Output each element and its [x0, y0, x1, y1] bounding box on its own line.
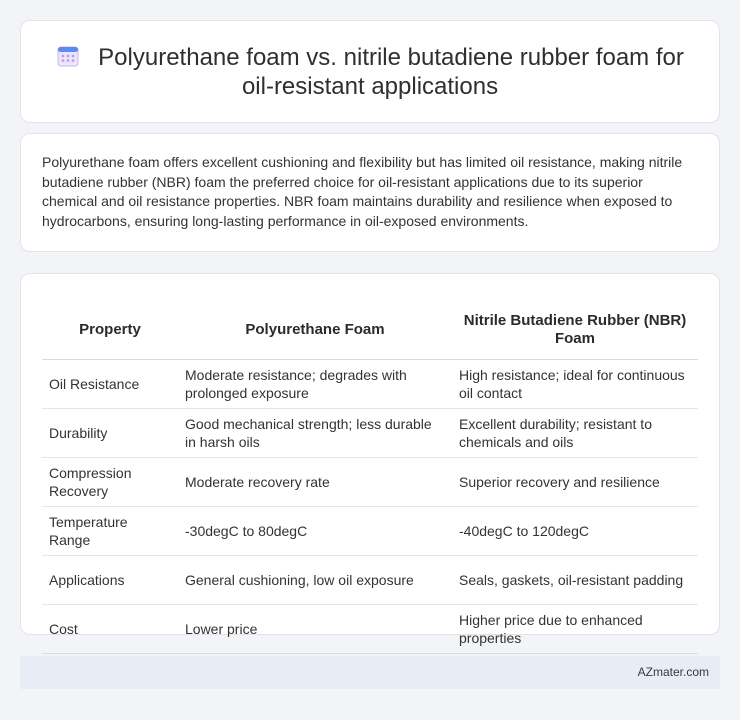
table-header-row [42, 295, 698, 359]
row-nbr-value: Higher price due to enhanced properties [452, 604, 698, 653]
calendar-grid-icon [56, 44, 80, 68]
row-property: Temperature Range [42, 506, 178, 555]
table-row [42, 506, 698, 555]
comparison-table-card [20, 273, 720, 646]
table-row [42, 457, 698, 506]
table-row [42, 408, 698, 457]
header-nbr: Nitrile Butadiene Rubber (NBR) Foam [452, 295, 698, 359]
page-title: Polyurethane foam vs. nitrile butadiene rubber foam for oil-resistant applications [98, 44, 684, 100]
row-polyurethane-value: General cushioning, low oil exposure [178, 555, 452, 604]
page-title-container [21, 43, 719, 101]
row-nbr-value: High resistance; ideal for continuous oil contact [452, 359, 698, 408]
row-polyurethane-value: -30degC to 80degC [178, 506, 452, 555]
row-polyurethane-value: Lower price [178, 604, 452, 653]
row-polyurethane-value: Moderate resistance; degrades with prolonged exposure [178, 359, 452, 408]
row-property: Oil Resistance [42, 359, 178, 408]
title-card [20, 20, 720, 123]
row-property: Compression Recovery [42, 457, 178, 506]
footer-bar [20, 656, 720, 689]
header-property: Property [42, 295, 178, 359]
row-nbr-value: Superior recovery and resilience [452, 457, 698, 506]
row-property: Cost [42, 604, 178, 653]
header-polyurethane: Polyurethane Foam [178, 295, 452, 359]
row-nbr-value: -40degC to 120degC [452, 506, 698, 555]
row-property: Applications [42, 555, 178, 604]
table-row [42, 555, 698, 604]
row-polyurethane-value: Good mechanical strength; less durable in harsh oils [178, 408, 452, 457]
row-nbr-value: Seals, gaskets, oil-resistant padding [452, 555, 698, 604]
summary-paragraph: Polyurethane foam offers excellent cushioning and flexibility but has limited oil resistance, making nitrile butadiene rubber (NBR) foam the preferred choice for oil-resistant applications due to its superior chemical and oil resistance properties. NBR foam maintains durability and resilience when exposed to hydrocarbons, ensuring long-lasting performance in oil-exposed environments. [42, 154, 683, 229]
table-row [42, 604, 698, 653]
summary-card [20, 133, 720, 252]
table-row [42, 359, 698, 408]
row-polyurethane-value: Moderate recovery rate [178, 457, 452, 506]
comparison-table [42, 295, 698, 654]
row-property: Durability [42, 408, 178, 457]
footer-brand: AZmater.com [637, 665, 709, 679]
row-nbr-value: Excellent durability; resistant to chemicals and oils [452, 408, 698, 457]
